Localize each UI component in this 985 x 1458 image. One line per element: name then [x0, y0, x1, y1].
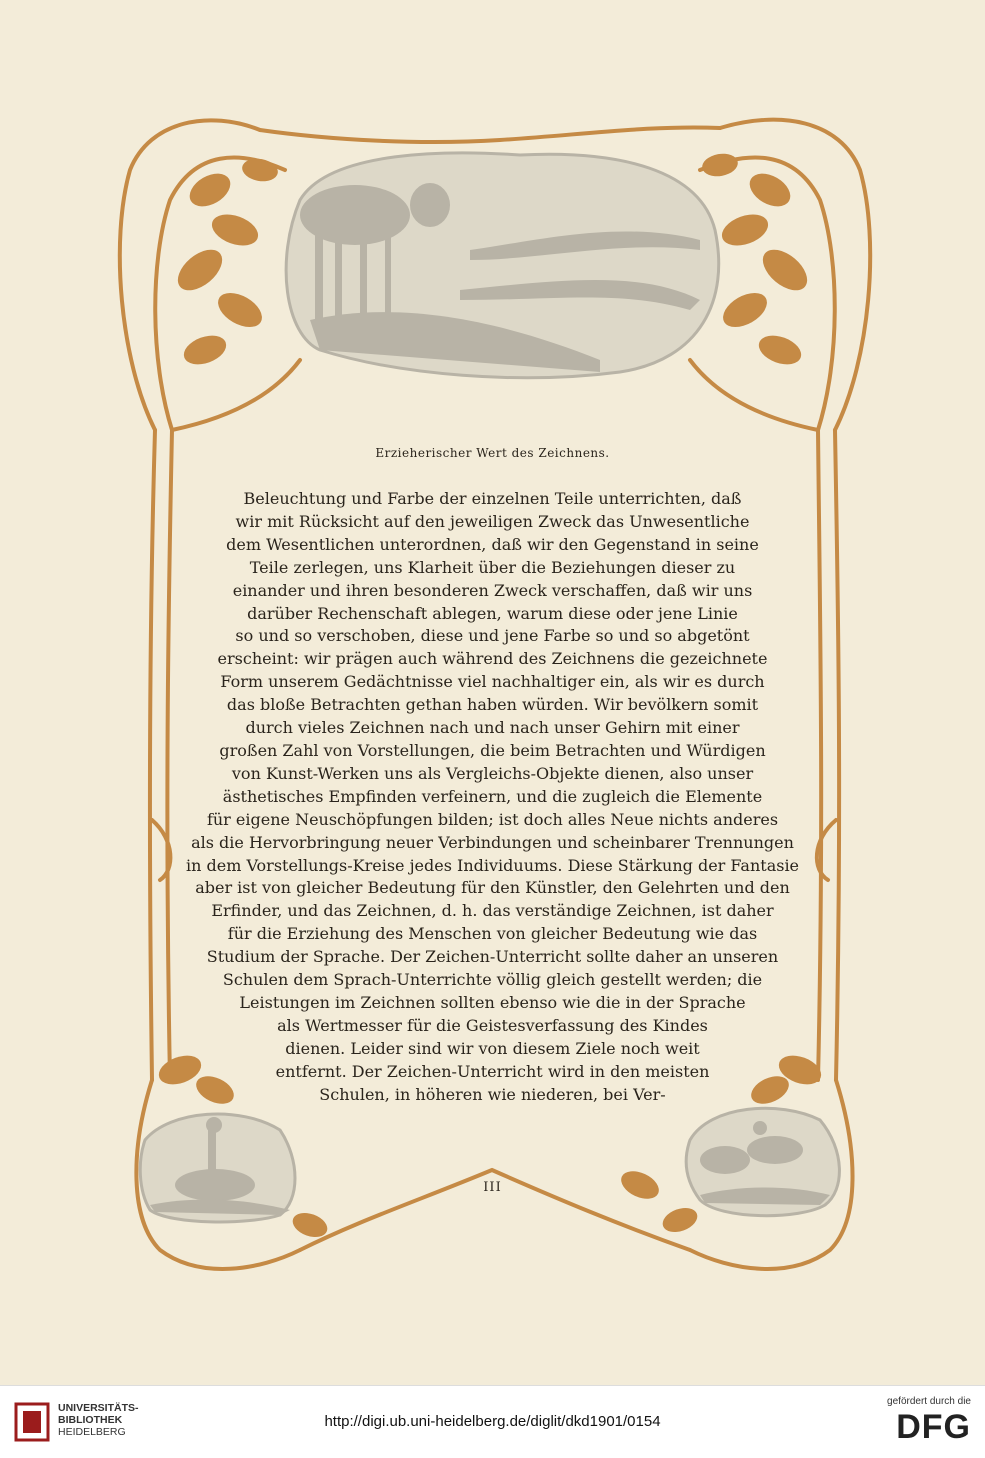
text-line: dienen. Leider sind wir von diesem Ziele noch weit — [285, 1038, 700, 1058]
text-line: erscheint: wir prägen auch während des Zeichnens die gezeichnete — [217, 649, 768, 669]
landscape-vignette — [286, 153, 719, 378]
text-line: dem Wesentlichen unterordnen, daß wir den Gegenstand in seine — [226, 534, 759, 554]
text-line: Schulen dem Sprach-Unterrichte völlig gleich gestellt werden; die — [222, 970, 763, 990]
swan-vignette — [140, 1114, 295, 1222]
funder-name: DFG — [896, 1408, 971, 1446]
viewer-footer — [0, 1385, 985, 1458]
text-line: einander und ihren besonderen Zweck verschaffen, daß wir uns — [232, 580, 753, 600]
text-line: aber ist von gleicher Bedeutung für den Künstler, den Gelehrten und den — [195, 878, 790, 898]
text-line: entfernt. Der Zeichen-Unterricht wird in den meisten — [275, 1061, 710, 1081]
library-name: UNIVERSITÄTS- BIBLIOTHEK HEIDELBERG — [58, 1402, 139, 1438]
text-line: für eigene Neuschöpfungen bilden; ist doch alles Neue nichts anderes — [206, 809, 779, 829]
text-line: darüber Rechenschaft ablegen, warum diese oder jene Linie — [247, 603, 738, 623]
text-line: Erfinder, und das Zeichnen, d. h. das verständige Zeichnen, ist daher — [211, 901, 774, 921]
text-line: Leistungen im Zeichnen sollten ebenso wie die in der Sprache — [239, 992, 746, 1012]
text-line: das bloße Betrachten gethan haben würden. Wir bevölkern somit — [226, 695, 759, 715]
text-line: Teile zerlegen, uns Klarheit über die Beziehungen dieser zu — [249, 557, 736, 577]
text-line: ästhetisches Empfinden verfeinern, und die zugleich die Elemente — [222, 786, 763, 806]
page-caption: Erzieherischer Wert des Zeichnens. — [375, 446, 610, 460]
text-line: durch vieles Zeichnen nach und nach unser Gehirn mit einer — [245, 718, 740, 738]
funder-note: gefördert durch die — [887, 1396, 971, 1407]
funder-logo[interactable] — [861, 1396, 971, 1445]
text-line: Studium der Sprache. Der Zeichen-Unterricht sollte daher an unseren — [206, 947, 779, 967]
text-line: für die Erziehung des Menschen von gleicher Bedeutung wie das — [227, 924, 758, 944]
geese-vignette — [686, 1108, 839, 1215]
text-line: von Kunst-Werken uns als Vergleichs-Objekte dienen, also unser — [231, 763, 754, 783]
page-number: III — [483, 1180, 502, 1195]
text-line: wir mit Rücksicht auf den jeweiligen Zweck das Unwesentliche — [235, 511, 750, 531]
text-line: großen Zahl von Vorstellungen, die beim Betrachten und Würdigen — [219, 740, 766, 760]
text-line: in dem Vorstellungs-Kreise jedes Individuums. Diese Stärkung der Fantasie — [185, 855, 800, 875]
text-line: so und so verschoben, diese und jene Farbe so und so abgetönt — [235, 626, 750, 646]
text-line: Form unserem Gedächtnisse viel nachhaltiger ein, als wir es durch — [220, 672, 765, 692]
source-url-link[interactable]: http://digi.ub.uni-heidelberg.de/diglit/dkd1901/0154 — [324, 1413, 661, 1430]
text-line: Schulen, in höheren wie niederen, bei Ver- — [319, 1084, 666, 1104]
text-line: als Wertmesser für die Geistesverfassung des Kindes — [277, 1015, 708, 1035]
body-text — [160, 488, 825, 1106]
text-line: als die Hervorbringung neuer Verbindungen und scheinbarer Trennungen — [191, 832, 794, 852]
text-line: Beleuchtung und Farbe der einzelnen Teile unterrichten, daß — [243, 489, 742, 508]
